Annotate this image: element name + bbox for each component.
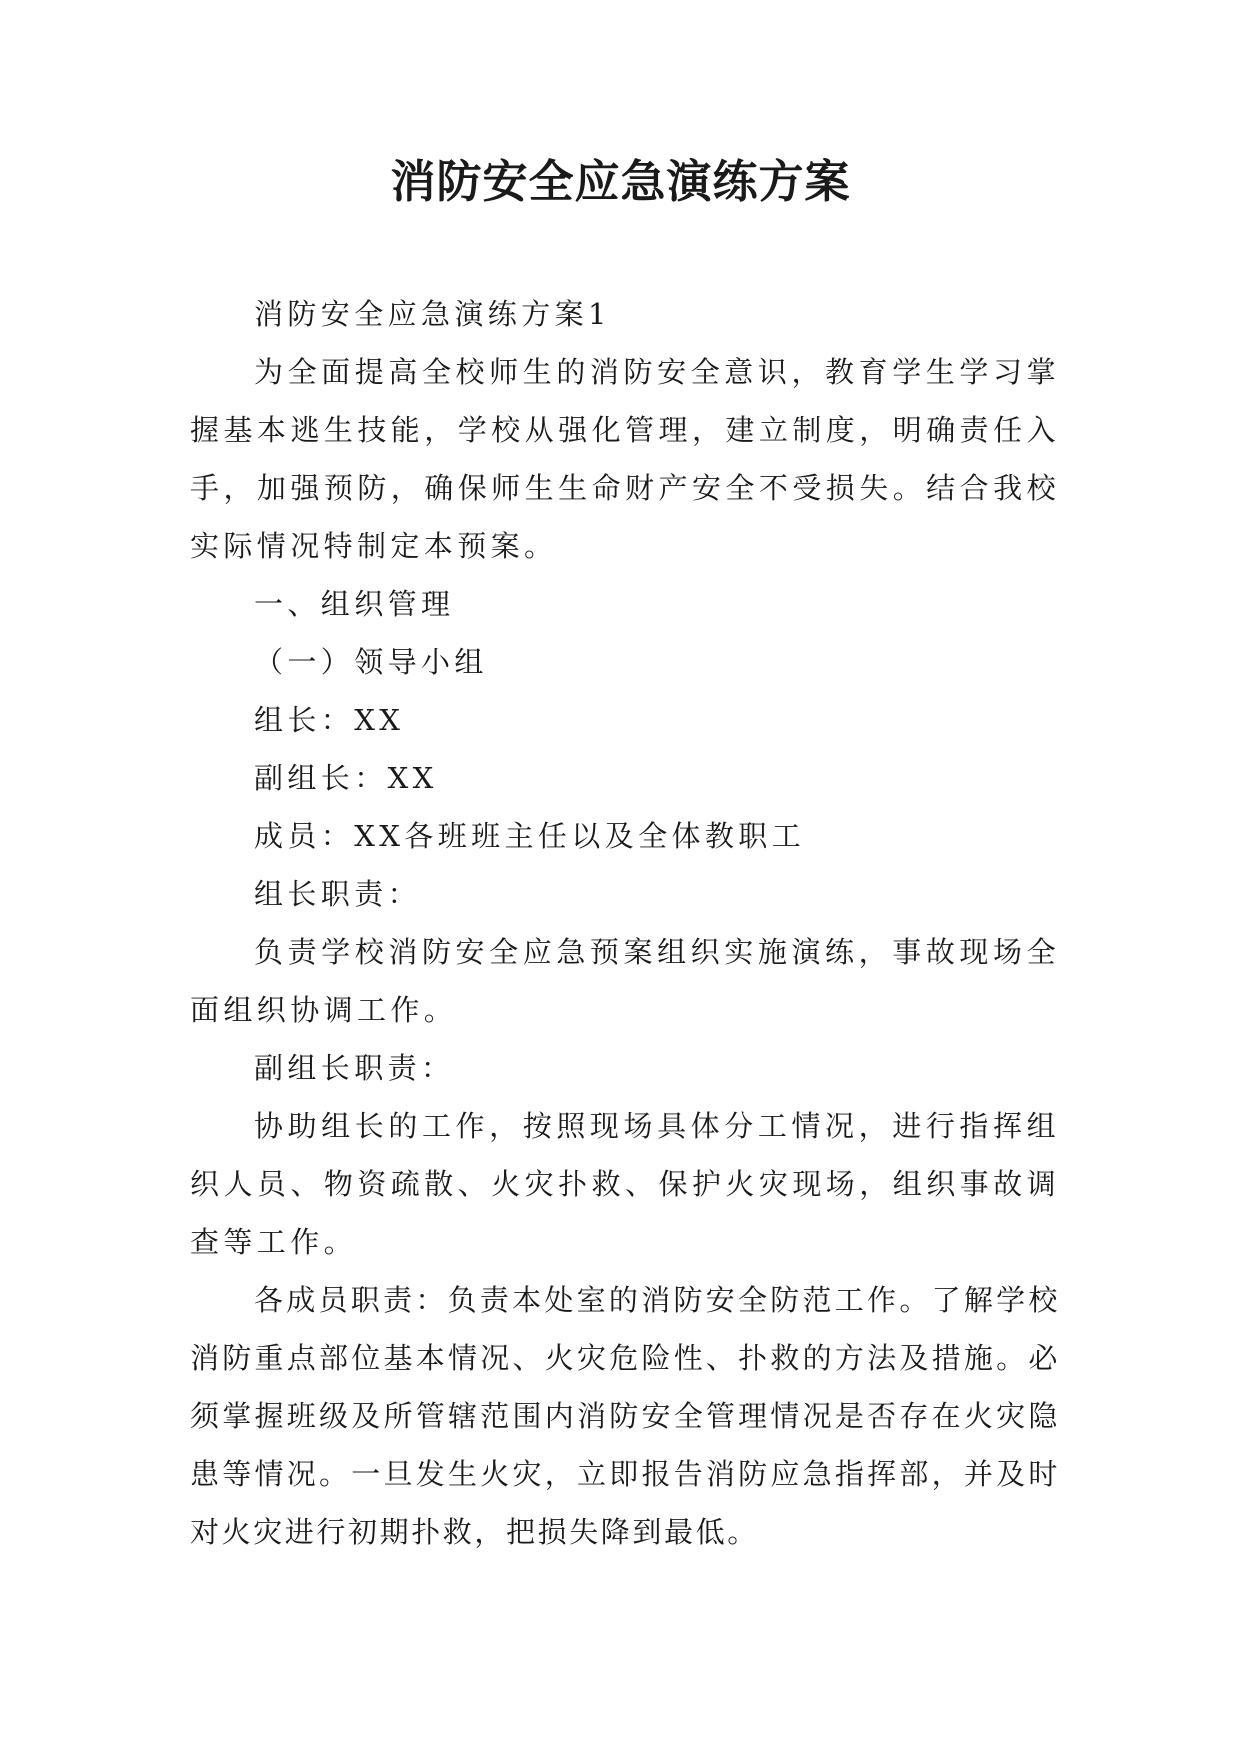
leader-duties-paragraph: 负责学校消防安全应急预案组织实施演练，事故现场全面组织协调工作。 xyxy=(190,935,1060,1027)
deputy-duties-paragraph: 协助组长的工作，按照现场具体分工情况，进行指挥组织人员、物资疏散、火灾扑救、保护火灾现场，组织事故调查等工作。 xyxy=(190,1109,1060,1259)
member-duties-paragraph: 各成员职责：负责本处室的消防安全防范工作。了解学校消防重点部位基本情况、火灾危险性、扑救的方法及措施。必须掌握班级及所管辖范围内消防安全管理情况是否存在火灾隐患等情况。一旦发生火灾，立即报告消防应急指挥部，并及时对火灾进行初期扑救，把损失降到最低。 xyxy=(190,1283,1060,1549)
intro-paragraph: 为全面提高全校师生的消防安全意识，教育学生学习掌握基本逃生技能，学校从强化管理，建立制度，明确责任入手，加强预防，确保师生生命财产安全不受损失。结合我校实际情况特制定本预案。 xyxy=(190,355,1060,563)
deputy-leader-line: 副组长：XX xyxy=(254,761,438,795)
document-title: 消防安全应急演练方案 xyxy=(390,155,851,208)
subsection-heading-leadership-group: （一）领导小组 xyxy=(254,645,488,679)
document-body xyxy=(190,285,1060,1561)
deputy-duties-heading: 副组长职责： xyxy=(254,1051,455,1085)
plan-heading: 消防安全应急演练方案1 xyxy=(254,297,611,331)
members-line: 成员：XX各班班主任以及全体教职工 xyxy=(254,819,806,853)
section-heading-organization: 一、组织管理 xyxy=(254,587,455,621)
leader-duties-heading: 组长职责： xyxy=(254,877,422,911)
group-leader-line: 组长：XX xyxy=(254,703,405,737)
